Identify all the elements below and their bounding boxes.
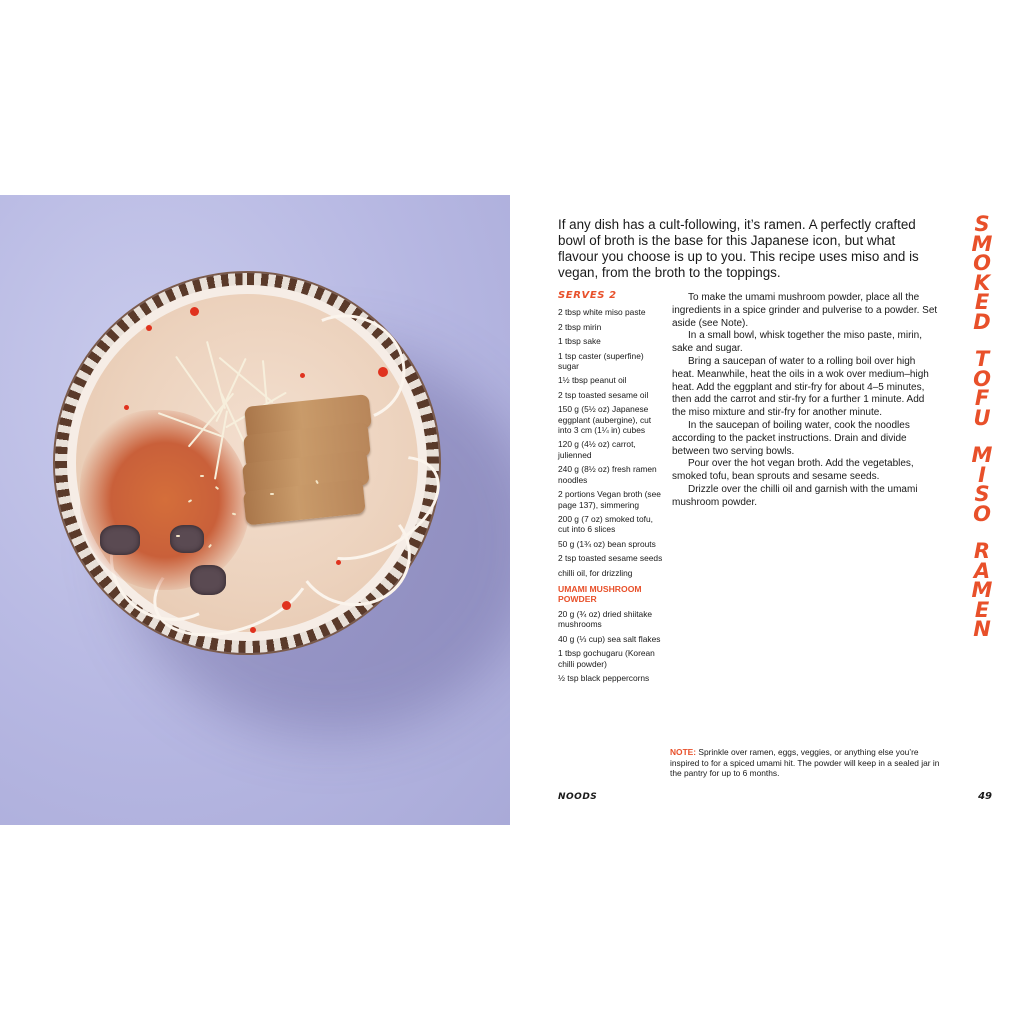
ingredient-item: 1½ tbsp peanut oil bbox=[558, 375, 627, 386]
ingredient-item: 2 tbsp mirin bbox=[558, 321, 602, 332]
ingredient-item: 1 tsp caster (superfine) sugar bbox=[558, 350, 644, 372]
recipe-title bbox=[964, 212, 1000, 775]
title-letter: N bbox=[973, 617, 991, 641]
ingredient-item: 20 g (¾ oz) dried shiitake mushrooms bbox=[558, 608, 653, 630]
ingredient-item: 200 g (7 oz) smoked tofu, cut into 6 slices bbox=[558, 513, 653, 535]
method-step: In a small bowl, whisk together the miso paste, mirin, sake and sugar. bbox=[672, 330, 922, 355]
ingredient-item: 2 tbsp white miso paste bbox=[558, 307, 646, 318]
smoked-tofu bbox=[244, 394, 386, 527]
method-step: Drizzle over the chilli oil and garnish with the umami mushroom powder. bbox=[672, 483, 918, 508]
chilli-oil-drop bbox=[378, 367, 388, 377]
chilli-oil-drop bbox=[300, 373, 305, 378]
book-spread bbox=[0, 195, 1020, 825]
section-name: NOODS bbox=[558, 792, 598, 802]
title-letter: M bbox=[971, 443, 993, 467]
eggplant bbox=[190, 565, 226, 595]
title-letter: O bbox=[973, 251, 991, 275]
ingredient-item: chilli oil, for drizzling bbox=[558, 567, 633, 578]
title-letter: S bbox=[974, 212, 990, 236]
ingredient-item: 50 g (1¾ oz) bean sprouts bbox=[558, 538, 656, 549]
note-label: NOTE: bbox=[670, 747, 697, 757]
chilli-oil-drop bbox=[124, 405, 129, 410]
page-number: 49 bbox=[978, 791, 992, 802]
ingredient-item: 120 g (4½ oz) carrot, julienned bbox=[558, 439, 636, 460]
title-letter: S bbox=[974, 482, 990, 506]
title-letter: D bbox=[973, 309, 991, 334]
ingredient-item: 1 tbsp sake bbox=[558, 336, 601, 347]
method-step: In the saucepan of boiling water, cook the noodles according to the packet instructions. Drain and divide between two serving bowls. bbox=[672, 419, 910, 457]
title-word bbox=[964, 212, 1000, 334]
ingredients-list bbox=[558, 291, 663, 687]
note-text: Sprinkle over ramen, eggs, veggies, or anything else you’re inspired to for a spiced umami hit. The powder will keep in a sealed jar in the pantry for up to 6 months. bbox=[670, 747, 940, 779]
title-letter: E bbox=[974, 597, 990, 622]
title-word bbox=[964, 347, 1000, 430]
method-step: Pour over the hot vegan broth. Add the vegetables, smoked tofu, bean sprouts and sesame seeds. bbox=[672, 458, 914, 483]
ingredient-item: 40 g (⅓ cup) sea salt flakes bbox=[558, 633, 661, 644]
method-step: To make the umami mushroom powder, place all the ingredients in a spice grinder and pulverise to a powder. Set aside (see Note). bbox=[672, 292, 938, 329]
title-letter: M bbox=[971, 578, 993, 602]
title-letter: F bbox=[974, 386, 990, 410]
ingredient-item: 150 g (5½ oz) Japanese eggplant (aubergine), cut into 3 cm (1¼ in) cubes bbox=[558, 404, 652, 436]
title-letter: O bbox=[973, 501, 991, 526]
title-letter: E bbox=[974, 290, 990, 314]
ingredient-item: 2 tsp toasted sesame oil bbox=[558, 389, 649, 400]
eggplant bbox=[170, 525, 204, 553]
ingredient-item: 2 portions Vegan broth (see page 137), simmering bbox=[558, 489, 661, 510]
eggplant bbox=[100, 525, 140, 555]
intro-paragraph: If any dish has a cult-following, it’s ramen. A perfectly crafted bowl of broth is the base for this Japanese icon, but what flavour you choose is up to you. This recipe uses miso and is vegan, from the broth to the toppings. bbox=[558, 217, 919, 280]
title-letter: O bbox=[973, 366, 991, 391]
title-letter: U bbox=[973, 405, 991, 430]
title-letter: M bbox=[971, 231, 993, 256]
note bbox=[670, 747, 940, 779]
title-word bbox=[964, 443, 1000, 526]
serves-heading: SERVES 2 bbox=[558, 290, 617, 301]
chilli-oil-drop bbox=[250, 627, 256, 633]
title-letter: T bbox=[974, 347, 990, 371]
chilli-oil-drop bbox=[282, 601, 291, 610]
title-letter: I bbox=[978, 462, 986, 487]
ingredient-item: 2 tsp toasted sesame seeds bbox=[558, 553, 663, 564]
chilli-oil-drop bbox=[336, 560, 341, 565]
recipe-page bbox=[510, 195, 1020, 825]
method-step: Bring a saucepan of water to a rolling boil over high heat. Meanwhile, heat the oils in a wok over medium–high heat. Add the eggplant and stir-fry for about 4–5 minutes, then add the carrot and stir-fry for a further 1 minute. Add the miso mixture and stir-fry for another minute. bbox=[672, 355, 929, 419]
ingredient-item: ½ tsp black peppercorns bbox=[558, 672, 650, 683]
method-steps bbox=[672, 292, 940, 510]
title-letter: K bbox=[973, 270, 991, 295]
chilli-oil-drop bbox=[190, 307, 199, 316]
title-word bbox=[964, 539, 1000, 641]
title-letter: A bbox=[973, 558, 991, 583]
ramen-photo bbox=[0, 195, 510, 825]
umami-powder-heading: UMAMI MUSHROOM POWDER bbox=[558, 583, 642, 604]
title-letter: R bbox=[973, 539, 991, 563]
chilli-oil-drop bbox=[146, 325, 152, 331]
ingredient-item: 240 g (8½ oz) fresh ramen noodles bbox=[558, 464, 657, 485]
ingredient-item: 1 tbsp gochugaru (Korean chilli powder) bbox=[558, 648, 655, 669]
